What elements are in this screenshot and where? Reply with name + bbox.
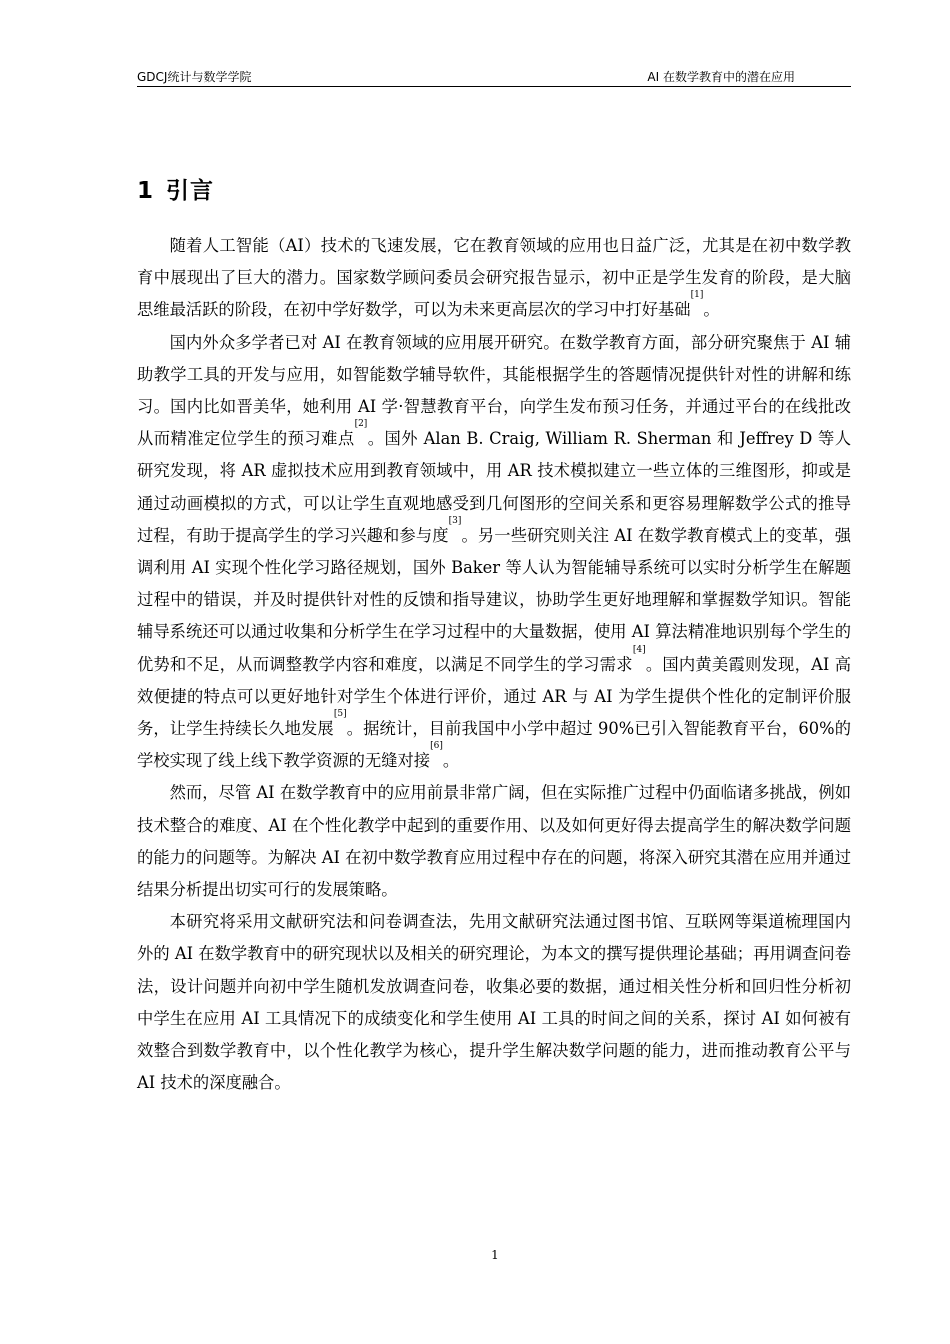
paragraph-text: 。国内黄美霞则发现，AI 高效便捷的特点可以更好地针对学生个体进行评价，通过 AR 与 AI 为学生提供个性化的定制评价服务，让学生持续长久地发展 [137,654,851,739]
citation: [6] [430,741,443,752]
paragraph-text: 然而，尽管 AI 在数学教育中的应用前景非常广阔，但在实际推广过程中仍面临诸多挑战，例如技术整合的难度、AI 在个性化教学中起到的重要作用、以及如何更好得去提高学生的解决数学问题的能力的问题等。为解决 AI 在初中数学教育应用过程中存在的问题，将深入研究其潜在应用并通过结果分析提出切实可行的发展策略。 [137,783,851,900]
paragraph [137,906,851,1099]
paragraph-text: 。 [442,751,460,771]
paragraph-text: 。 [703,300,720,320]
section-number: 1 [137,178,155,204]
paragraph [137,327,851,778]
citation: [4] [632,644,646,655]
paragraph-text: 随着人工智能（AI）技术的飞速发展，它在教育领域的应用也日益广泛，尤其是在初中数学教育中展现出了巨大的潜力。国家数学顾问委员会研究报告显示，初中正是学生发育的阶段，是大脑思维最活跃的阶段，在初中学好数学，可以为未来更高层次的学习中打好基础 [137,236,851,320]
section-title: 引言 [166,178,215,204]
header-institution: GDCJ统计与数学学院 [137,70,252,84]
page-header [137,66,851,87]
paragraph-text: 本研究将采用文献研究法和问卷调查法，先用文献研究法通过图书馆、互联网等渠道梳理国内外的 AI 在数学教育中的研究现状以及相关的研究理论，为本文的撰写提供理论基础；再用调查问卷法，设计问题并向初中学生随机发放调查问卷，收集必要的数据，通过相关性分析和回归性分析初中学生在应用 AI 工具情况下的成绩变化和学生使用 AI 工具的时间之间的关系，探讨 AI 如何被有效整合到数学教育中，以个性化教学为核心，提升学生解决数学问题的能力，进而推动教育公平与 AI 技术的深度融合。 [137,912,851,1093]
section-heading [137,172,214,205]
citation: [3] [448,515,462,526]
body-text [137,230,851,1099]
paragraph-text: 。国外 Alan B. Craig, William R. Sherman 和 Jeffrey D 等人研究发现，将 AR 虚拟技术应用到教育领域中，用 AR 技术模拟建立一些立体的三维图形，抑或是通过动画模拟的方式，可以让学生直观地感受到几何图形的空间关系和更容易理解数学公式的推导过程，有助于提高学生的学习兴趣和参与度 [137,429,851,545]
paragraph [137,230,851,327]
citation: [1] [690,290,704,301]
paragraph-text: 。据统计，目前我国中小学中超过 90%已引入智能教育平台，60%的学校实现了线上线下教学资源的无缝对接 [137,719,851,771]
paragraph-text: 国内外众多学者已对 AI 在教育领域的应用展开研究。在数学教育方面，部分研究聚焦于 AI 辅助教学工具的开发与应用，如智能数学辅导软件，其能根据学生的答题情况提供针对性的讲解和练习。国内比如晋美华，她利用 AI 学·智慧教育平台，向学生发布预习任务，并通过平台的在线批改从而精准定位学生的预习难点 [137,332,851,449]
page-number: 1 [491,1248,499,1262]
citation: [5] [333,709,347,720]
citation: [2] [354,419,368,430]
header-title: AI 在数学教育中的潜在应用 [647,70,795,84]
paragraph [137,777,851,906]
paragraph-text: 。另一些研究则关注 AI 在数学教育模式上的变革，强调利用 AI 实现个性化学习路径规划，国外 Baker 等人认为智能辅导系统可以实时分析学生在解题过程中的错误，并及时提供针对性的反馈和指导建议，协助学生更好地理解和掌握数学知识。智能辅导系统还可以通过收集和分析学生在学习过程中的大量数据，使用 AI 算法精准地识别每个学生的优势和不足，从而调整教学内容和难度，以满足不同学生的学习需求 [137,525,851,674]
